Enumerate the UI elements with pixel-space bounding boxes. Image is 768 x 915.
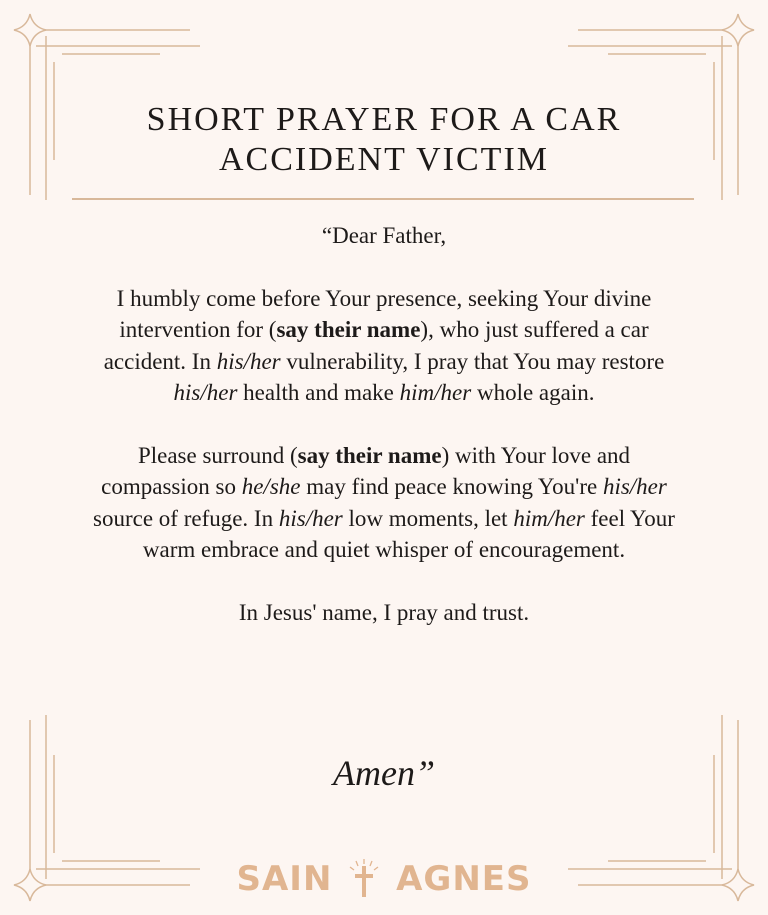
text: I humbly come before Your presence, seeking Your divine intervention for (	[116, 285, 652, 342]
text: may find peace knowing You're	[300, 474, 603, 499]
logo-text-left: SAIN	[236, 859, 333, 899]
amen-signature: Amen”	[333, 753, 435, 793]
pronoun: he/she	[241, 474, 301, 499]
text: low moments, let	[342, 505, 514, 531]
title-divider	[72, 198, 694, 200]
prayer-paragraph-2	[82, 440, 686, 566]
name-placeholder: say their name	[297, 442, 442, 468]
pronoun: him/her	[513, 505, 585, 531]
text: whole again.	[471, 380, 595, 405]
pronoun: him/her	[399, 380, 472, 405]
brand-logo	[0, 858, 768, 899]
name-placeholder: say their name	[276, 317, 421, 342]
text: source of refuge. In	[93, 505, 279, 531]
text: Please surround (	[137, 442, 298, 468]
text: feel Your warm embrace and quiet whisper of encouragement.	[142, 505, 675, 562]
prayer-body	[82, 220, 686, 659]
closing-line: In Jesus' name, I pray and trust.	[238, 599, 530, 625]
pronoun: his/her	[173, 380, 238, 405]
pronoun: his/her	[216, 348, 281, 374]
logo-text-right: AGNES	[396, 859, 532, 899]
prayer-paragraph-1	[82, 283, 686, 409]
page-title: SHORT PRAYER FOR A CAR ACCIDENT VICTIM	[146, 101, 622, 178]
text: ), who just suffered a car accident. In	[103, 317, 649, 374]
salutation: “Dear Father,	[321, 223, 447, 248]
cross-icon	[347, 858, 381, 898]
text: health and make	[237, 380, 400, 405]
text: ) with Your love and compassion so	[101, 442, 631, 499]
pronoun: his/her	[278, 505, 343, 531]
text: vulnerability, I pray that You may restore	[280, 348, 665, 374]
pronoun: his/her	[602, 474, 667, 499]
